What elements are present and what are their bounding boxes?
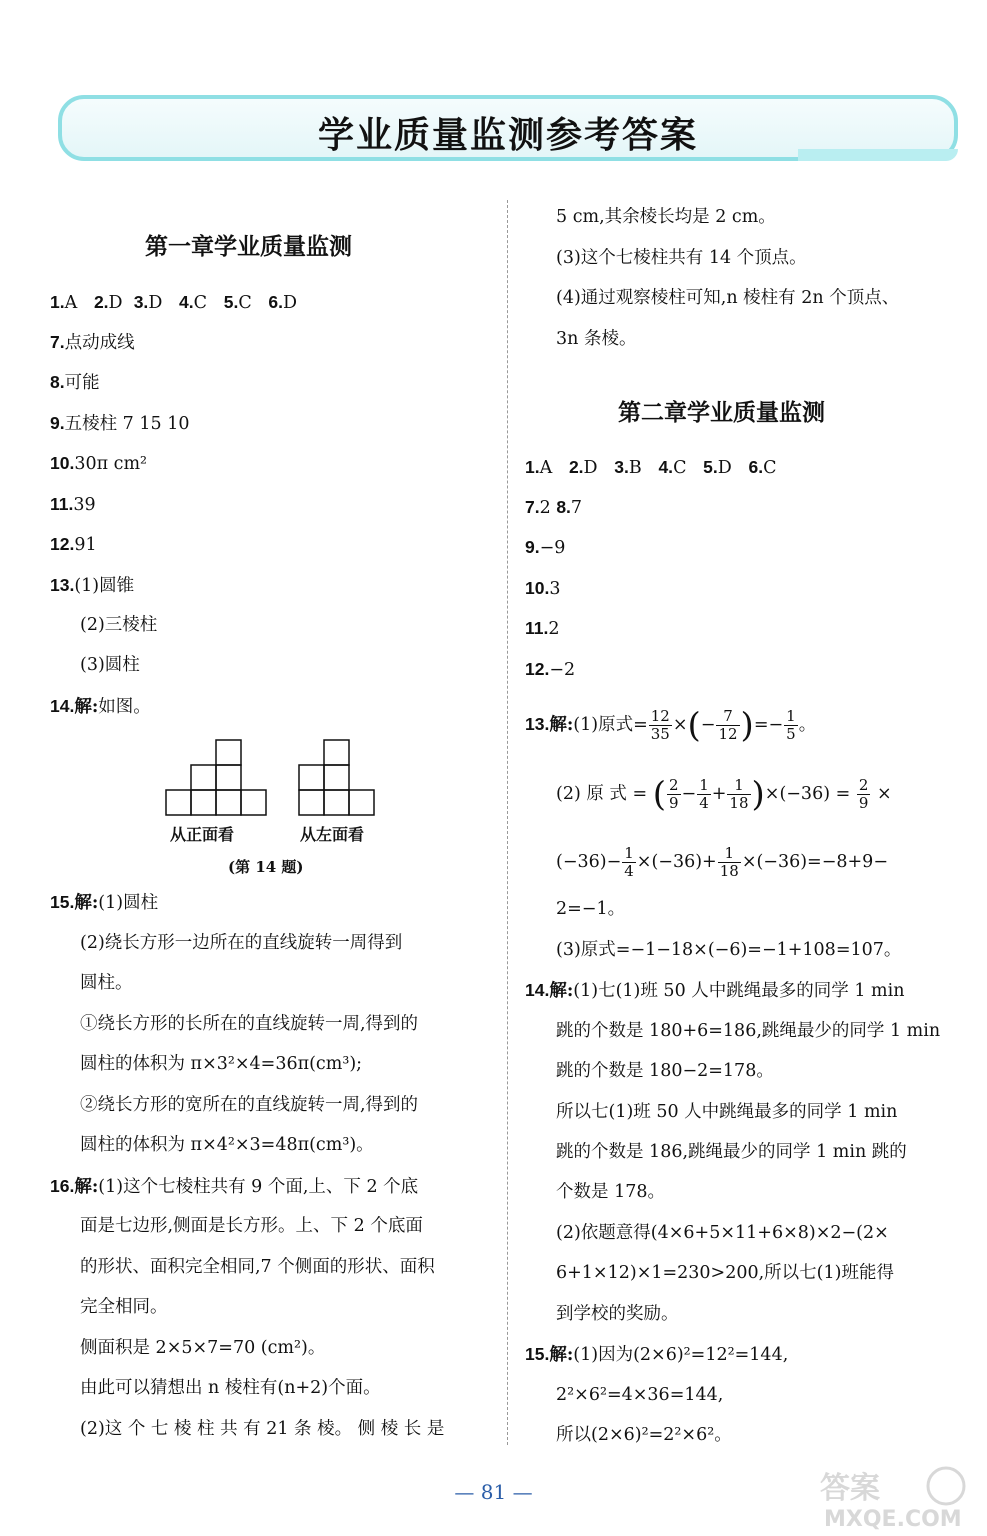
answer-14: 14.解:如图。: [50, 696, 151, 717]
answer-14-i-ch2: 到学校的奖励。: [556, 1304, 679, 1324]
svg-text:MXQE.COM: MXQE.COM: [824, 1507, 962, 1532]
page-title: 学业质量监测参考答案: [317, 115, 698, 156]
answer-11-ch2: 11.2: [525, 618, 560, 639]
answer-13-2b-ch2: (−36)− $\frac{1}{4}$ ×(−36)+ $\frac{1}{18}$ ×(−36)=−8+9−: [556, 844, 888, 880]
answer-14-h-ch2: 6+1×12)×1=230>200,所以七(1)班能得: [556, 1263, 894, 1283]
answer-14-ch2: 14.解:(1)七(1)班 50 人中跳绳最多的同学 1 min: [525, 980, 905, 1001]
answer-11: 11.39: [50, 494, 96, 515]
answer-15-e: 圆柱的体积为 π×3²×4=36π(cm³);: [80, 1054, 363, 1074]
answer-16-d: 完全相同。: [80, 1297, 168, 1317]
answer-7-8: 7.2 8.7: [525, 497, 583, 518]
figure-caption: (第 14 题): [228, 858, 304, 876]
answer-14-d-ch2: 所以七(1)班 50 人中跳绳最多的同学 1 min: [556, 1102, 898, 1122]
column-divider: [507, 200, 508, 1445]
answer-14-b-ch2: 跳的个数是 180+6=186,跳绳最少的同学 1 min: [556, 1021, 941, 1041]
answer-13-2-ch2: (2) 原 式 = ( $\frac{2}{9}$ − $\frac{1}{4}$ + $\frac{1}{18}$ )×(−36) = $\frac{2}{9}$ ×: [556, 774, 892, 815]
answer-line-mc-2: 1.A 2.D 3.B 4.C 5.D 6.C: [525, 457, 777, 478]
right-line-3: (4)通过观察棱柱可知,n 棱柱有 2n 个顶点、: [556, 288, 900, 308]
answer-13-3: (3)圆柱: [80, 655, 140, 675]
figure-q14: [160, 735, 390, 817]
answer-line-mc: 1.A 2.D 3.D 4.C 5.C 6.D: [50, 292, 298, 313]
page-number: — 81 —: [454, 1480, 533, 1504]
answer-10: 10.30π cm²: [50, 453, 148, 474]
answer-15-c: 圆柱。: [80, 973, 133, 993]
answer-16-c: 的形状、面积完全相同,7 个侧面的形状、面积: [80, 1257, 435, 1277]
answer-16-b: 面是七边形,侧面是长方形。上、下 2 个底面: [80, 1216, 423, 1236]
answer-9-ch2: 9.−9: [525, 537, 566, 558]
answer-10-ch2: 10.3: [525, 578, 561, 599]
answer-14-e-ch2: 跳的个数是 186,跳绳最少的同学 1 min 跳的: [556, 1142, 907, 1162]
right-line-2: (3)这个七棱柱共有 14 个顶点。: [556, 248, 807, 268]
answer-15-g: 圆柱的体积为 π×4²×3=48π(cm³)。: [80, 1135, 374, 1155]
answer-13: 13.(1)圆锥: [50, 575, 135, 596]
answer-14-f-ch2: 个数是 178。: [556, 1182, 665, 1202]
right-line-1: 5 cm,其余棱长均是 2 cm。: [556, 207, 776, 227]
chapter2-heading: 第二章学业质量监测: [618, 400, 825, 426]
title-banner: [58, 95, 958, 161]
answer-8: 8.可能: [50, 372, 100, 393]
answer-9: 9.五棱柱 7 15 10: [50, 413, 190, 434]
svg-text:答案: 答案: [820, 1471, 880, 1506]
answer-16: 16.解:(1)这个七棱柱共有 9 个面,上、下 2 个底: [50, 1176, 419, 1197]
answer-16-e: 侧面积是 2×5×7=70 (cm²)。: [80, 1338, 326, 1358]
answer-15-ch2: 15.解:(1)因为(2×6)²=12²=144,: [525, 1344, 789, 1365]
answer-15-b-ch2: 2²×6²=4×36=144,: [556, 1385, 724, 1405]
answer-13-2: (2)三棱柱: [80, 615, 158, 635]
answer-13-ch2: 13.解:(1)原式= $\frac{12}{35}$ ×(− $\frac{7}{12}$ )=− $\frac{1}{5}$ 。: [525, 705, 817, 746]
right-line-4: 3n 条棱。: [556, 329, 637, 349]
answer-16-f: 由此可以猜想出 n 棱柱有(n+2)个面。: [80, 1378, 381, 1398]
answer-13-3-ch2: (3)原式=−1−18×(−6)=−1+108=107。: [556, 940, 902, 960]
answer-12: 12.91: [50, 534, 97, 555]
answer-15-b: (2)绕长方形一边所在的直线旋转一周得到: [80, 933, 403, 953]
figure-label-left: 从左面看: [300, 825, 365, 844]
figure-label-front: 从正面看: [170, 825, 235, 844]
answer-16-g: (2)这 个 七 棱 柱 共 有 21 条 棱。 侧 棱 长 是: [80, 1419, 445, 1439]
answer-12-ch2: 12.−2: [525, 659, 576, 680]
answer-14-g-ch2: (2)依题意得(4×6+5×11+6×8)×2−(2×: [556, 1223, 889, 1243]
watermark-logo: [818, 1466, 978, 1532]
chapter1-heading: 第一章学业质量监测: [145, 234, 352, 260]
answer-14-c-ch2: 跳的个数是 180−2=178。: [556, 1061, 774, 1081]
answer-15: 15.解:(1)圆柱: [50, 892, 159, 913]
answer-15-f: ②绕长方形的宽所在的直线旋转一周,得到的: [80, 1095, 419, 1115]
answer-15-d: ①绕长方形的长所在的直线旋转一周,得到的: [80, 1014, 419, 1034]
answer-15-c-ch2: 所以(2×6)²=2²×6²。: [556, 1425, 732, 1445]
answer-7: 7.点动成线: [50, 332, 135, 353]
answer-13-2c-ch2: 2=−1。: [556, 899, 626, 919]
